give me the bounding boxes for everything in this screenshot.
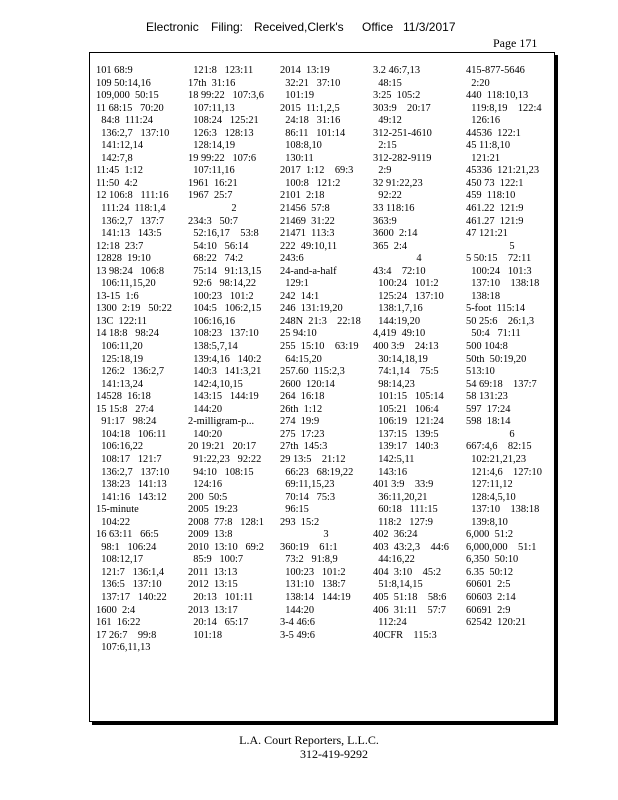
index-entry: 12828 19:10 [96,253,151,265]
header-electronic: Electronic [146,20,199,34]
index-entry: 48:15 [373,77,402,89]
index-entry: 84:8 111:24 [96,115,153,127]
index-entry: 111:24 118:1,4 [96,203,166,215]
index-entry: 106:19 121:24 [373,416,444,428]
index-entry: 257.60 115:2,3 [280,366,345,378]
index-entry: 92:6 98:14,22 [188,278,257,290]
index-entry: 2014 13:19 [280,65,330,76]
index-entry: 139:8,10 [466,516,508,528]
index-entry: 138:1,7,16 [373,303,423,315]
index-entry: 98:1 106:24 [96,541,157,553]
index-entry: 14528 16:18 [96,391,151,403]
index-entry: 303:9 20:17 [373,102,431,114]
index-entry: 3.2 46:7,13 [373,65,421,76]
index-entry: 105:21 106:4 [373,403,439,415]
word-index-box [89,52,555,722]
index-entry: 107:11,13 [188,102,235,114]
index-entry: 15-minute [96,504,139,516]
index-entry: 60691 2:9 [466,604,511,616]
header-office: Office [362,20,394,34]
index-entry: 108:12,17 [96,554,144,566]
index-entry: 138:14 144:19 [280,591,351,603]
index-entry: 264 16:18 [280,391,325,403]
footer-phone: 312-419-9292 [300,747,368,761]
index-entry: 11 68:15 70:20 [96,102,164,114]
index-entry: 2-milligram-p... [188,416,255,428]
index-entry: 459 118:10 [466,190,516,202]
index-entry: 125:24 137:10 [373,290,444,302]
index-entry: 2008 77:8 128:1 [188,516,264,528]
index-entry: 365 2:4 [373,240,408,252]
index-entry: 440 118:10,13 [466,90,529,102]
index-column-5 [466,65,558,630]
index-entry: 17th 31:16 [188,77,236,89]
index-entry: 58 131:23 [466,391,508,403]
index-section-heading: 4 [416,253,422,265]
index-entry: 243:6 [280,253,304,265]
index-entry: 293 15:2 [280,516,320,528]
index-entry: 101:19 [280,90,315,102]
index-entry: 137:10 138:18 [466,504,540,516]
index-entry: 363:9 [373,215,397,227]
index-entry: 60603 2:14 [466,591,516,603]
index-entry: 142:7,8 [96,152,133,164]
index-entry: 69:11,15,23 [280,479,335,491]
index-entry: 137:17 140:22 [96,591,167,603]
index-entry: 13-15 1:6 [96,290,139,302]
index-entry: 13 98:24 106:8 [96,265,165,277]
index-entry: 312-282-9119 [373,152,432,164]
index-entry: 25 94:10 [280,328,317,340]
index-entry: 12 106:8 111:16 [96,190,169,202]
index-entry: 1967 25:7 [188,190,233,202]
index-entry: 2:9 [373,165,392,177]
index-entry: 70:14 75:3 [280,491,336,503]
index-section-heading: 5 [509,240,515,252]
index-entry: 29 13:5 21:12 [280,453,346,465]
index-entry: 50 25:6 26:1,3 [466,315,535,327]
index-entry: 106:16,16 [188,315,236,327]
index-entry: 3-5 49:6 [280,629,315,641]
index-entry: 112:24 [373,617,407,629]
index-entry: 140:3 141:3,21 [188,366,262,378]
index-entry: 415-877-5646 [466,65,525,76]
index-entry: 26th 1:12 [280,403,323,415]
index-entry: 126:16 [466,115,501,127]
index-entry: 404 3:10 45:2 [373,566,442,578]
index-column-4 [373,65,465,642]
footer-company: L.A. Court Reporters, L.L.C. [239,733,379,747]
index-entry: 131:10 138:7 [280,579,346,591]
index-entry: 128:14,19 [188,140,236,152]
index-entry: 2011 13:13 [188,566,238,578]
index-entry: 109 50:14,16 [96,77,151,89]
index-entry: 1961 16:21 [188,177,238,189]
index-entry: 98:14,23 [373,378,415,390]
index-entry: 6,350 50:10 [466,554,519,566]
index-entry: 2012 13:15 [188,579,238,591]
index-entry: 141:13 143:5 [96,228,162,240]
index-entry: 3600 2:14 [373,228,418,240]
index-entry: 2005 19:23 [188,504,238,516]
index-column-2 [188,65,280,642]
index-entry: 1300 2:19 50:22 [96,303,172,315]
index-entry: 143:15 144:19 [188,391,259,403]
index-entry: 121:21 [466,152,501,164]
index-entry: 43:4 72:10 [373,265,426,277]
index-entry: 274 19:9 [280,416,320,428]
index-entry: 161 16:22 [96,617,141,629]
footer [0,733,618,761]
index-entry: 27th 145:3 [280,441,328,453]
index-entry: 136:2,7 137:10 [96,466,170,478]
index-entry: 119:8,19 122:4 [466,102,542,114]
index-entry: 5 50:15 72:11 [466,253,532,265]
index-entry: 513:10 [466,366,495,378]
index-entry: 141:13,24 [96,378,144,390]
index-entry: 136:5 137:10 [96,579,162,591]
index-entry: 100:24 101:3 [466,265,532,277]
index-entry: 20 19:21 20:17 [188,441,257,453]
index-entry: 94:10 108:15 [188,466,254,478]
index-entry: 242 14:1 [280,290,320,302]
index-entry: 6,000,000 51:1 [466,541,537,553]
index-entry: 405 51:18 58:6 [373,591,447,603]
index-entry: 500 104:8 [466,341,508,353]
index-entry: 401 3:9 33:9 [373,479,434,491]
index-entry: 136:2,7 137:10 [96,127,170,139]
index-entry: 75:14 91:13,15 [188,265,262,277]
index-entry: 138:5,7,14 [188,341,238,353]
index-entry: 144:20 [188,403,223,415]
index-entry: 15 15:8 27:4 [96,403,154,415]
index-column-1 [96,65,188,655]
index-entry: 360:19 61:1 [280,541,338,553]
index-entry: 137:15 139:5 [373,428,439,440]
index-entry: 47 121:21 [466,228,508,240]
index-entry: 85:9 100:7 [188,554,244,566]
index-entry: 121:8 123:11 [188,65,254,76]
index-column-3 [280,65,372,642]
index-entry: 142:5,11 [373,453,415,465]
index-entry: 21471 113:3 [280,228,335,240]
index-entry: 3-4 46:6 [280,617,315,629]
index-entry: 30:14,18,19 [373,353,428,365]
index-entry: 36:11,20,21 [373,491,428,503]
index-entry: 100:8 121:2 [280,177,341,189]
index-entry: 33 118:16 [373,203,415,215]
index-entry: 11:45 1:12 [96,165,143,177]
index-entry: 138:18 [466,290,501,302]
index-entry: 92:22 [373,190,402,202]
index-entry: 21469 31:22 [280,215,335,227]
index-entry: 2013 13:17 [188,604,238,616]
index-entry: 275 17:23 [280,428,325,440]
index-entry: 73:2 91:8,9 [280,554,338,566]
index-entry: 21456 57:8 [280,203,330,215]
index-entry: 17 26:7 99:8 [96,629,157,641]
index-entry: 222 49:10,11 [280,240,338,252]
index-entry: 45336 121:21,23 [466,165,540,177]
index-entry: 121:7 136:1,4 [96,566,165,578]
index-entry: 6.35 50:12 [466,566,514,578]
index-entry: 138:23 141:13 [96,479,167,491]
index-entry: 54:10 56:14 [188,240,249,252]
index-entry: 2101 2:18 [280,190,325,202]
index-entry: 52:16,17 53:8 [188,228,259,240]
index-entry: 461.27 121:9 [466,215,524,227]
index-entry: 6,000 51:2 [466,529,514,541]
index-entry: 91:22,23 92:22 [188,453,262,465]
index-entry: 5-foot 115:14 [466,303,526,315]
index-entry: 44:16,22 [373,554,415,566]
index-entry: 101 68:9 [96,65,133,76]
index-entry: 18 99:22 107:3,6 [188,90,264,102]
index-entry: 141:12,14 [96,140,144,152]
index-entry: 144:19,20 [373,315,421,327]
index-entry: 74:1,14 75:5 [373,366,439,378]
index-entry: 19 99:22 107:6 [188,152,257,164]
index-entry: 403 43:2,3 44:6 [373,541,449,553]
index-entry: 20:13 101:11 [188,591,254,603]
header-date: 11/3/2017 [403,20,456,34]
page-number: Page 171 [493,36,538,50]
index-entry: 109,000 50:15 [96,90,159,102]
index-entry: 11:50 4:2 [96,177,138,189]
index-entry: 108:23 137:10 [188,328,259,340]
index-entry: 107:11,16 [188,165,235,177]
index-entry: 2600 120:14 [280,378,335,390]
index-entry: 50th 50:19,20 [466,353,527,365]
index-entry: 20:14 65:17 [188,617,249,629]
index-entry: 142:4,10,15 [188,378,243,390]
index-entry: 124:16 [188,479,223,491]
index-entry: 68:22 74:2 [188,253,244,265]
index-entry: 24:18 31:16 [280,115,341,127]
index-entry: 598 18:14 [466,416,511,428]
index-entry: 400 3:9 24:13 [373,341,439,353]
index-entry: 461.22 121:9 [466,203,524,215]
index-entry: 104:22 [96,516,131,528]
index-entry: 141:16 143:12 [96,491,167,503]
index-entry: 450 73 122:1 [466,177,524,189]
index-entry: 108:17 121:7 [96,453,162,465]
index-entry: 106:11,15,20 [96,278,156,290]
index-entry: 13C 122:11 [96,315,147,327]
index-entry: 16 63:11 66:5 [96,529,159,541]
index-entry: 54 69:18 137:7 [466,378,537,390]
index-entry: 2015 11:1,2,5 [280,102,340,114]
index-entry: 3:25 105:2 [373,90,421,102]
index-entry: 143:16 [373,466,408,478]
index-entry: 2017 1:12 69:3 [280,165,354,177]
index-entry: 255 15:10 63:19 [280,341,359,353]
index-entry: 139:17 140:3 [373,441,439,453]
index-entry: 130:11 [280,152,314,164]
index-entry: 96:15 [280,504,309,516]
index-entry: 44536 122:1 [466,127,521,139]
index-entry: 14 18:8 98:24 [96,328,159,340]
index-entry: 60:18 111:15 [373,504,438,516]
index-entry: 125:18,19 [96,353,144,365]
index-entry: 126:3 128:13 [188,127,254,139]
index-section-heading: 6 [509,428,515,440]
header-received: Received,Clerk's [254,20,344,34]
index-entry: 32:21 37:10 [280,77,341,89]
index-entry: 91:17 98:24 [96,416,157,428]
index-entry: 24-and-a-half [280,265,337,277]
index-entry: 62542 120:21 [466,617,527,629]
index-entry: 246 131:19,20 [280,303,343,315]
index-entry: 129:1 [280,278,309,290]
index-entry: 248N 21:3 22:18 [280,315,361,327]
index-entry: 402 36:24 [373,529,418,541]
index-entry: 108:24 125:21 [188,115,259,127]
index-section-heading: 3 [323,529,329,541]
index-entry: 101:15 105:14 [373,391,444,403]
index-entry: 50:4 71:11 [466,328,521,340]
index-entry: 51:8,14,15 [373,579,423,591]
index-entry: 60601 2:5 [466,579,511,591]
header-filing: Filing: [211,20,244,34]
index-entry: 200 50:5 [188,491,228,503]
index-entry: 2010 13:10 69:2 [188,541,264,553]
index-entry: 234:3 50:7 [188,215,238,227]
index-entry: 127:11,12 [466,479,513,491]
index-entry: 32 91:22,23 [373,177,423,189]
index-entry: 101:18 [188,629,223,641]
index-entry: 106:16,22 [96,441,144,453]
index-entry: 40CFR 115:3 [373,629,437,641]
index-entry: 86:11 101:14 [280,127,346,139]
index-entry: 108:8,10 [280,140,322,152]
index-entry: 1600 2:4 [96,604,136,616]
index-entry: 2:20 [466,77,490,89]
index-entry: 406 31:11 57:7 [373,604,446,616]
index-entry: 2:15 [373,140,397,152]
index-entry: 104:18 106:11 [96,428,167,440]
index-entry: 597 17:24 [466,403,511,415]
index-section-heading: 2 [231,203,237,215]
index-entry: 64:15,20 [280,353,322,365]
index-entry: 137:10 138:18 [466,278,540,290]
index-entry: 140:20 [188,428,223,440]
index-entry: 312-251-4610 [373,127,432,139]
index-entry: 139:4,16 140:2 [188,353,262,365]
index-entry: 49:12 [373,115,402,127]
index-entry: 136:2,7 137:7 [96,215,165,227]
index-entry: 128:4,5,10 [466,491,516,503]
index-entry: 100:23 101:2 [280,566,346,578]
index-entry: 2009 13:8 [188,529,233,541]
index-entry: 126:2 136:2,7 [96,366,165,378]
index-entry: 118:2 127:9 [373,516,433,528]
index-entry: 45 11:8,10 [466,140,511,152]
index-entry: 100:24 101:2 [373,278,439,290]
index-entry: 100:23 101:2 [188,290,254,302]
index-entry: 107:6,11,13 [96,642,151,654]
index-entry: 4,419 49:10 [373,328,426,340]
index-entry: 102:21,21,23 [466,453,527,465]
index-entry: 667:4,6 82:15 [466,441,532,453]
index-entry: 121:4,6 127:10 [466,466,542,478]
index-entry: 104:5 106:2,15 [188,303,262,315]
index-entry: 66:23 68:19,22 [280,466,354,478]
index-entry: 106:11,20 [96,341,143,353]
index-entry: 12:18 23:7 [96,240,144,252]
index-entry: 144:20 [280,604,315,616]
